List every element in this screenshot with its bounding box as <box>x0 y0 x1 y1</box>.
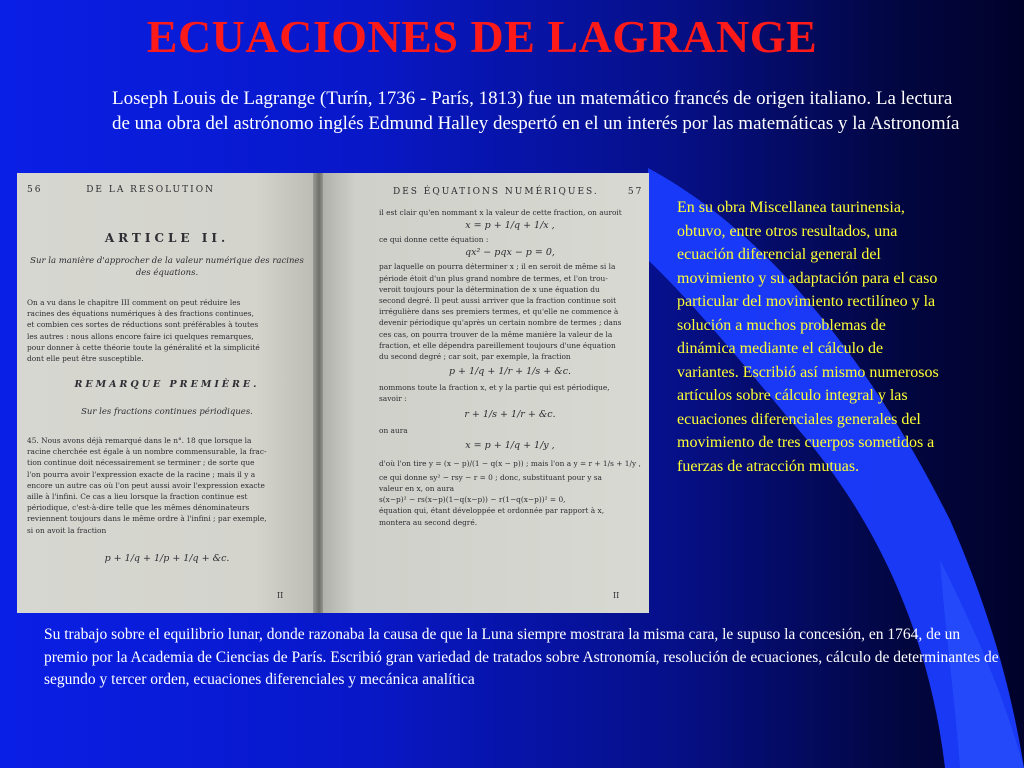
text-line: second degré. Il peut aussi arriver que la fraction continue soit <box>379 296 617 306</box>
equation-line: x = p + 1/q + 1/y , <box>465 439 555 451</box>
text-line: on aura <box>379 425 408 435</box>
remark-heading: REMARQUE PREMIÈRE. <box>74 379 260 390</box>
equation-line: x = p + 1/q + 1/x , <box>465 220 555 232</box>
text-line: équation qui, étant développée et ordonnée par rapport à x, <box>379 506 605 516</box>
equation-line: p + 1/q + 1/r + 1/s + &c. <box>448 366 572 378</box>
right-page-number: 57 <box>627 187 644 197</box>
text-line: veroit toujours pour la détermination de x une équation du <box>379 284 600 294</box>
text-line: encore un autre cas où l'on peut aussi avoir l'expression exacte <box>27 480 265 490</box>
article-heading: ARTICLE II. <box>104 231 230 245</box>
text-line: irrégulière dans ses premiers termes, et qu'elle ne commence à <box>379 307 619 317</box>
text-line: nommons toute la fraction x, et y la partie qui est périodique, <box>379 383 610 393</box>
text-line: du second degré ; car soit, par exemple, la fraction <box>379 352 571 362</box>
left-page-number: 56 <box>27 185 43 195</box>
book-right-page <box>323 173 649 613</box>
side-paragraph: En su obra Miscellanea taurinensia, obtuvo, entre otros resultados, una ecuación diferencial general del movimiento y su adaptación para el caso particular del movimiento rectilíneo y la solución a muchos problemas de dinámica mediante el cálculo de variantes. Escribió así mismo numerosos artículos sobre cálculo integral y las ecuaciones diferenciales generales del movimiento de tres cuerpos sometidos a fuerzas de atracción mutuas. <box>677 199 939 475</box>
right-page-running-head: DES ÉQUATIONS NUMÉRIQUES. <box>393 187 599 197</box>
article-subtitle: Sur la manière d'approcher de la valeur numérique des racines des équations. <box>30 256 304 278</box>
left-page-footer: II <box>277 591 284 600</box>
text-line: par laquelle on pourra déterminer x ; il en seroit de même si la <box>379 262 616 272</box>
text-line: dont elle peut être susceptible. <box>27 354 144 364</box>
equation-line: r + 1/s + 1/r + &c. <box>464 408 556 420</box>
left-paragraph-2 <box>27 435 307 536</box>
intro-paragraph: Loseph Louis de Lagrange (Turín, 1736 - París, 1813) fue un matemático francés de origen italiano. La lectura de una obra del astrónomo inglés Edmund Halley despertó en el un interés por las matemáticas y la Astronomía <box>112 88 960 134</box>
text-line: montera au second degré. <box>379 517 478 527</box>
text-line: savoir : <box>379 394 407 404</box>
equation-line: qx² − pqx − p = 0, <box>465 247 555 259</box>
slide-title: ECUACIONES DE LAGRANGE <box>146 11 818 62</box>
equation-line: s(x−p)² − rs(x−p)(1−q(x−p)) − r(1−q(x−p))² = 0, <box>379 495 566 505</box>
text-line: racine cherchée est égale à un nombre commensurable, la frac- <box>27 447 267 457</box>
text-line: reviennent toujours dans le même ordre à l'infini ; par exemple, <box>27 514 267 524</box>
text-line: fraction, et elle dépendra pareillement toujours d'une équation <box>379 340 616 350</box>
text-line: valeur en x, on aura <box>379 484 454 494</box>
left-page-running-head: DE LA RESOLUTION <box>86 185 215 195</box>
text-line: périodique, c'est-à-dire telle que les mêmes dénominateurs <box>27 503 250 513</box>
text-line: l'on pourra avoir l'expression exacte de la racine ; mais il y a <box>27 469 256 479</box>
equation-line: d'où l'on tire y = (x − p)/(1 − q(x − p)) ; mais l'on a y = r + 1/s + 1/y , <box>379 458 641 468</box>
left-page-header <box>27 185 307 195</box>
book-photo <box>17 173 649 613</box>
text-line: si on avoit la fraction <box>27 525 107 535</box>
continued-fraction-equation: p + 1/q + 1/p + 1/q + &c. <box>104 553 230 564</box>
text-line: On a vu dans le chapitre III comment on peut réduire les <box>27 298 241 307</box>
text-line: pour donner à cette théorie toute la généralité et la simplicité <box>27 342 260 352</box>
text-line: devenir périodique qu'après un certain nombre de termes ; dans <box>379 318 622 328</box>
text-line: il est clair qu'en nommant x la valeur de cette fraction, on auroit <box>379 208 622 217</box>
text-line: racines des équations numériques à des fractions continues, <box>27 309 254 319</box>
text-line: ces cas, on pourra trouver de la même manière la valeur de la <box>379 329 613 339</box>
text-line: tion continue doit nécessairement se terminer ; de sorte que <box>27 458 255 468</box>
text-line: 45. Nous avons déjà remarqué dans le n°. 18 que lorsque la <box>27 436 252 445</box>
right-page-header <box>393 187 644 197</box>
bottom-paragraph: Su trabajo sobre el equilibrio lunar, donde razonaba la causa de que la Luna siempre mostrara la misma cara, le supuso la concesión, en 1764, de un premio por la Academia de Ciencias de París. Escribió gran variedad de tratados sobre Astronomía, resolución de ecuaciones, cálculo de determinantes de segundo y tercer orden, ecuaciones diferenciales y mecánica analítica <box>44 626 999 689</box>
book-left-page <box>17 173 315 613</box>
right-page-body <box>379 207 641 528</box>
right-page-footer: II <box>613 591 620 600</box>
text-line: les autres : nous allons encore faire ici quelques remarques, <box>27 331 254 341</box>
text-line: aille à l'infini. Ce cas a lieu lorsque la fraction continue est <box>27 492 248 502</box>
text-line: période étoit d'un plus grand nombre de termes, et l'on trou- <box>379 273 608 283</box>
left-paragraph-1 <box>27 297 307 364</box>
text-line: ce qui donne sy² − rsy − r = 0 ; donc, substituant pour y sa <box>379 472 602 482</box>
remark-subtitle: Sur les fractions continues périodiques. <box>81 407 253 417</box>
text-line: et combien ces sortes de réductions sont préférables à toutes <box>27 320 259 330</box>
text-line: ce qui donne cette équation : <box>379 235 489 245</box>
